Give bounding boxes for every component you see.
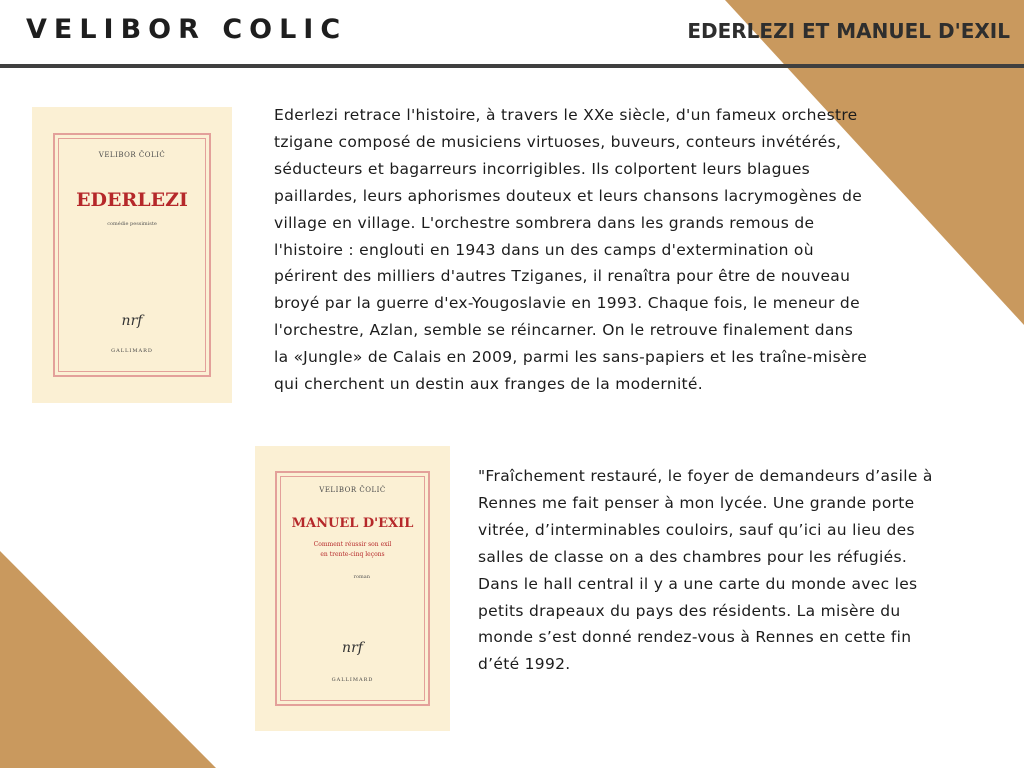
slide-title: EDERLEZI ET MANUEL D'EXIL <box>687 19 1010 43</box>
text-line: séducteurs et bagarreurs incorrigibles. Ils colportent leurs blagues <box>274 159 811 178</box>
nrf-logo: nrf <box>342 640 363 656</box>
text-line: l'histoire : englouti en 1943 dans un des camps d'extermination où <box>274 240 814 259</box>
cover-inner-border <box>280 476 425 701</box>
cover-title: EDERLEZI <box>76 189 188 211</box>
text-line: d’été 1992. <box>478 655 571 674</box>
cover-subtitle-line2: en trente-cinq leçons <box>320 551 385 558</box>
cover-author: VELIBOR ČOLIĆ <box>319 486 386 494</box>
cover-publisher: GALLIMARD <box>111 348 153 354</box>
text-line: tzigane composé de musiciens virtuoses, buveurs, conteurs invétérés, <box>274 132 842 151</box>
text-line: Rennes me fait penser à mon lycée. Une grande porte <box>478 493 915 512</box>
text-line: Dans le hall central il y a une carte du monde avec les <box>478 574 918 593</box>
cover-title: MANUEL D'EXIL <box>291 516 414 531</box>
text-line: qui cherchent un destin aux franges de la modernité. <box>274 375 703 394</box>
cover-inner-border <box>58 138 206 372</box>
cover-genre: roman <box>353 574 370 580</box>
book-cover-ederlezi <box>32 107 232 403</box>
text-line: périrent des milliers d'autres Tziganes, il renaîtra pour être de nouveau <box>274 267 851 286</box>
manuel-d-exil-quote <box>478 463 933 678</box>
cover-subtitle: comédie pessimiste <box>107 221 157 227</box>
text-line: la «Jungle» de Calais en 2009, parmi les sans-papiers et les traîne-misère <box>274 348 868 367</box>
text-line: l'orchestre, Azlan, semble se réincarner. On le retrouve finalement dans <box>274 321 854 340</box>
nrf-logo: nrf <box>121 313 143 329</box>
text-line: petits drapeaux du pays des résidents. La misère du <box>478 601 901 620</box>
text-line: broyé par la guerre d'ex-Yougoslavie en 1993. Chaque fois, le meneur de <box>274 294 860 313</box>
ederlezi-summary <box>274 102 867 398</box>
text-line: paillardes, leurs aphorismes douteux et leurs chansons lacrymogènes de <box>274 186 863 205</box>
text-line: village en village. L'orchestre sombrera dans les grands remous de <box>274 213 815 232</box>
author-heading: VELIBOR COLIC <box>26 14 348 45</box>
book-cover-manuel-d-exil <box>255 446 450 731</box>
text-line: "Fraîchement restauré, le foyer de demandeurs d’asile à <box>478 467 933 485</box>
bottom-left-triangle <box>0 551 216 768</box>
text-line: salles de classe on a des chambres pour les réfugiés. <box>478 547 908 566</box>
text-line: monde s’est donné rendez-vous à Rennes en cette fin <box>478 628 912 647</box>
text-line: vitrée, d’interminables couloirs, sauf qu’ici au lieu des <box>478 520 915 539</box>
text-line: Ederlezi retrace l'histoire, à travers le XXe siècle, d'un fameux orchestre <box>274 106 858 124</box>
header-divider <box>0 64 1024 68</box>
cover-subtitle-line1: Comment réussir son exil <box>313 541 392 548</box>
cover-publisher: GALLIMARD <box>331 677 374 683</box>
cover-author: VELIBOR ČOLIĆ <box>98 151 166 159</box>
